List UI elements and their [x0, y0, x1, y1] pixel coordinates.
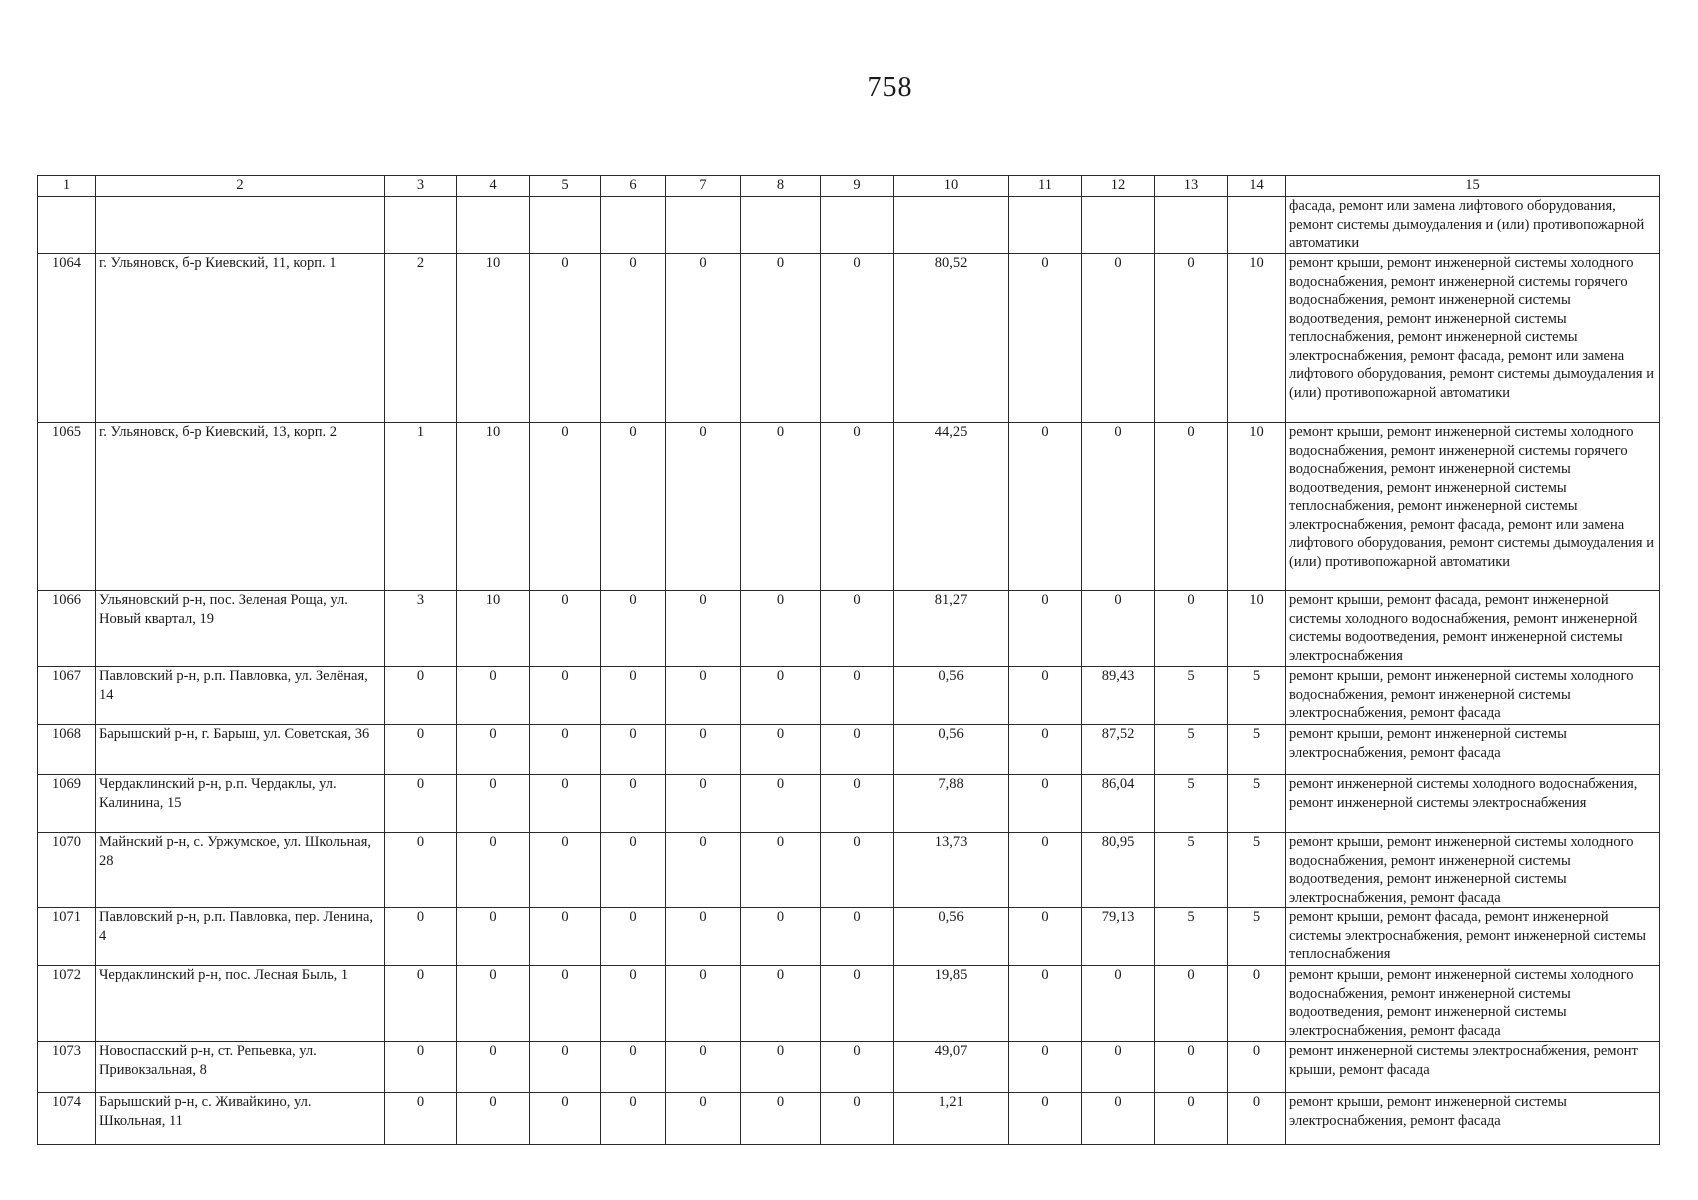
value-cell: 0 [385, 833, 457, 908]
value-cell: 10 [1228, 591, 1286, 667]
value-cell: 0 [1228, 966, 1286, 1042]
value-cell: 89,43 [1082, 667, 1155, 725]
value-cell: 13,73 [894, 833, 1009, 908]
value-cell: 0 [1228, 1042, 1286, 1093]
value-cell: 5 [1228, 667, 1286, 725]
value-cell: 0 [601, 254, 666, 423]
value-cell: 0 [1082, 591, 1155, 667]
value-cell: 0 [457, 1093, 530, 1145]
works-cell: ремонт крыши, ремонт инженерной системы холодного водоснабжения, ремонт инженерной системы горячего водоснабжения, ремонт инженерной системы водоотведения, ремонт инженерной системы теплоснабжения, ремонт инженерной системы электроснабжения, ремонт фасада, ремонт или замена лифтового оборудования, ремонт системы дымоудаления и (или) противопожарной автоматики [1286, 254, 1660, 423]
value-cell: 0 [666, 1042, 741, 1093]
value-cell: 0 [666, 667, 741, 725]
value-cell: 0 [1009, 725, 1082, 775]
address-cell: Чердаклинский р-н, пос. Лесная Быль, 1 [96, 966, 385, 1042]
value-cell: 10 [457, 591, 530, 667]
value-cell: 0,56 [894, 725, 1009, 775]
table-row [38, 833, 1660, 908]
row-number-cell: 1065 [38, 423, 96, 591]
table-row [38, 725, 1660, 775]
row-number-cell: 1073 [38, 1042, 96, 1093]
value-cell: 0 [601, 423, 666, 591]
value-cell: 44,25 [894, 423, 1009, 591]
row-number-cell: 1071 [38, 908, 96, 966]
column-header: 4 [457, 176, 530, 197]
value-cell: 0 [821, 1042, 894, 1093]
value-cell: 0 [821, 1093, 894, 1145]
value-cell: 0 [601, 1093, 666, 1145]
value-cell: 0 [530, 775, 601, 833]
value-cell: 0 [1009, 254, 1082, 423]
page-number: 758 [867, 72, 913, 103]
value-cell: 0 [530, 1042, 601, 1093]
value-cell: 0 [601, 908, 666, 966]
value-cell: 10 [1228, 423, 1286, 591]
value-cell: 0 [1009, 591, 1082, 667]
address-cell: Павловский р-н, р.п. Павловка, ул. Зелёная, 14 [96, 667, 385, 725]
works-cell: фасада, ремонт или замена лифтового оборудования, ремонт системы дымоудаления и (или) противопожарной автоматики [1286, 197, 1660, 254]
address-cell: Майнский р-н, с. Уржумское, ул. Школьная, 28 [96, 833, 385, 908]
value-cell: 3 [385, 591, 457, 667]
value-cell: 0 [1009, 423, 1082, 591]
value-cell: 0 [530, 1093, 601, 1145]
value-cell: 5 [1155, 725, 1228, 775]
works-cell: ремонт крыши, ремонт инженерной системы холодного водоснабжения, ремонт инженерной системы водоотведения, ремонт инженерной системы электроснабжения, ремонт фасада [1286, 966, 1660, 1042]
value-cell: 0 [1009, 966, 1082, 1042]
row-number-cell: 1070 [38, 833, 96, 908]
value-cell: 2 [385, 254, 457, 423]
value-cell: 0 [1082, 966, 1155, 1042]
value-cell: 1 [385, 423, 457, 591]
value-cell: 0 [457, 667, 530, 725]
value-cell: 0 [1009, 908, 1082, 966]
row-number-cell: 1069 [38, 775, 96, 833]
value-cell: 0 [1082, 1042, 1155, 1093]
value-cell: 87,52 [1082, 725, 1155, 775]
column-header: 9 [821, 176, 894, 197]
value-cell: 0 [601, 1042, 666, 1093]
value-cell: 0 [1155, 1042, 1228, 1093]
table-row [38, 1093, 1660, 1145]
value-cell: 5 [1155, 833, 1228, 908]
table-header [38, 176, 1660, 197]
value-cell: 0 [666, 966, 741, 1042]
value-cell: 0 [821, 908, 894, 966]
value-cell: 0 [601, 725, 666, 775]
works-cell: ремонт крыши, ремонт фасада, ремонт инженерной системы электроснабжения, ремонт инженерной системы теплоснабжения [1286, 908, 1660, 966]
value-cell: 0 [821, 725, 894, 775]
value-cell: 0 [741, 254, 821, 423]
value-cell: 0 [666, 591, 741, 667]
value-cell: 0 [601, 667, 666, 725]
row-number-cell: 1064 [38, 254, 96, 423]
value-cell: 0,56 [894, 908, 1009, 966]
value-cell: 0 [741, 775, 821, 833]
value-cell: 10 [457, 254, 530, 423]
column-header: 1 [38, 176, 96, 197]
address-cell: Барышский р-н, с. Живайкино, ул. Школьная, 11 [96, 1093, 385, 1145]
value-cell: 0 [1155, 966, 1228, 1042]
column-header: 11 [1009, 176, 1082, 197]
value-cell: 7,88 [894, 775, 1009, 833]
value-cell: 10 [457, 423, 530, 591]
value-cell: 0 [530, 667, 601, 725]
value-cell: 0 [385, 908, 457, 966]
address-cell: г. Ульяновск, б-р Киевский, 11, корп. 1 [96, 254, 385, 423]
works-cell: ремонт крыши, ремонт инженерной системы электроснабжения, ремонт фасада [1286, 1093, 1660, 1145]
works-cell: ремонт крыши, ремонт инженерной системы холодного водоснабжения, ремонт инженерной системы горячего водоснабжения, ремонт инженерной системы водоотведения, ремонт инженерной системы теплоснабжения, ремонт инженерной системы электроснабжения, ремонт фасада, ремонт или замена лифтового оборудования, ремонт системы дымоудаления и (или) противопожарной автоматики [1286, 423, 1660, 591]
value-cell: 0 [1155, 591, 1228, 667]
value-cell: 49,07 [894, 1042, 1009, 1093]
value-cell: 0 [1009, 1093, 1082, 1145]
column-header: 13 [1155, 176, 1228, 197]
works-cell: ремонт инженерной системы электроснабжения, ремонт крыши, ремонт фасада [1286, 1042, 1660, 1093]
value-cell: 0 [530, 591, 601, 667]
value-cell: 19,85 [894, 966, 1009, 1042]
row-number-cell: 1068 [38, 725, 96, 775]
table-row [38, 591, 1660, 667]
value-cell: 5 [1228, 725, 1286, 775]
value-cell: 0 [821, 775, 894, 833]
value-cell: 0 [666, 1093, 741, 1145]
value-cell: 0 [741, 423, 821, 591]
value-cell: 5 [1155, 908, 1228, 966]
table-row [38, 775, 1660, 833]
value-cell: 0 [530, 908, 601, 966]
works-cell: ремонт крыши, ремонт инженерной системы холодного водоснабжения, ремонт инженерной системы водоотведения, ремонт инженерной системы электроснабжения, ремонт фасада [1286, 833, 1660, 908]
value-cell: 0 [1155, 1093, 1228, 1145]
value-cell: 0 [741, 908, 821, 966]
value-cell: 0,56 [894, 667, 1009, 725]
value-cell: 5 [1228, 775, 1286, 833]
value-cell: 0 [821, 254, 894, 423]
value-cell: 0 [741, 667, 821, 725]
value-cell: 0 [1009, 1042, 1082, 1093]
value-cell: 0 [457, 725, 530, 775]
value-cell: 0 [666, 254, 741, 423]
works-cell: ремонт крыши, ремонт инженерной системы электроснабжения, ремонт фасада [1286, 725, 1660, 775]
value-cell: 0 [821, 667, 894, 725]
value-cell: 81,27 [894, 591, 1009, 667]
value-cell: 0 [385, 775, 457, 833]
value-cell: 0 [457, 775, 530, 833]
value-cell: 0 [741, 1042, 821, 1093]
value-cell: 0 [821, 423, 894, 591]
value-cell: 0 [385, 1042, 457, 1093]
column-header: 8 [741, 176, 821, 197]
value-cell: 0 [530, 254, 601, 423]
value-cell: 0 [666, 833, 741, 908]
table-row [38, 966, 1660, 1042]
value-cell: 0 [457, 833, 530, 908]
value-cell: 0 [385, 1093, 457, 1145]
value-cell: 0 [666, 775, 741, 833]
address-cell: Павловский р-н, р.п. Павловка, пер. Ленина, 4 [96, 908, 385, 966]
value-cell: 0 [741, 833, 821, 908]
column-header: 3 [385, 176, 457, 197]
column-header: 5 [530, 176, 601, 197]
value-cell: 5 [1155, 775, 1228, 833]
value-cell: 0 [601, 833, 666, 908]
value-cell: 0 [530, 966, 601, 1042]
value-cell: 0 [457, 908, 530, 966]
value-cell: 0 [601, 591, 666, 667]
address-cell: Ульяновский р-н, пос. Зеленая Роща, ул. Новый квартал, 19 [96, 591, 385, 667]
value-cell: 80,95 [1082, 833, 1155, 908]
value-cell: 0 [1155, 254, 1228, 423]
table-row [38, 667, 1660, 725]
value-cell: 0 [1228, 1093, 1286, 1145]
column-header: 15 [1286, 176, 1660, 197]
address-cell: г. Ульяновск, б-р Киевский, 13, корп. 2 [96, 423, 385, 591]
row-number-cell: 1066 [38, 591, 96, 667]
value-cell: 0 [1155, 423, 1228, 591]
works-cell: ремонт крыши, ремонт инженерной системы холодного водоснабжения, ремонт инженерной системы электроснабжения, ремонт фасада [1286, 667, 1660, 725]
table-row [38, 1042, 1660, 1093]
table-row-continuation [38, 197, 1660, 254]
value-cell: 10 [1228, 254, 1286, 423]
value-cell: 0 [601, 966, 666, 1042]
value-cell: 0 [741, 1093, 821, 1145]
value-cell: 0 [530, 423, 601, 591]
value-cell: 86,04 [1082, 775, 1155, 833]
value-cell: 0 [821, 833, 894, 908]
value-cell: 0 [385, 667, 457, 725]
table-row [38, 423, 1660, 591]
value-cell: 5 [1155, 667, 1228, 725]
value-cell: 5 [1228, 908, 1286, 966]
value-cell: 0 [385, 725, 457, 775]
column-header: 12 [1082, 176, 1155, 197]
value-cell: 80,52 [894, 254, 1009, 423]
address-cell: Чердаклинский р-н, р.п. Чердаклы, ул. Калинина, 15 [96, 775, 385, 833]
column-header: 2 [96, 176, 385, 197]
row-number-cell: 1074 [38, 1093, 96, 1145]
value-cell: 0 [1082, 254, 1155, 423]
column-header: 14 [1228, 176, 1286, 197]
value-cell: 0 [666, 908, 741, 966]
value-cell: 0 [1082, 1093, 1155, 1145]
register-table [37, 175, 1660, 1145]
value-cell: 0 [1009, 833, 1082, 908]
table-row [38, 908, 1660, 966]
value-cell: 0 [1082, 423, 1155, 591]
table-row [38, 254, 1660, 423]
value-cell: 0 [741, 725, 821, 775]
column-header: 10 [894, 176, 1009, 197]
value-cell: 5 [1228, 833, 1286, 908]
value-cell: 0 [1009, 775, 1082, 833]
works-cell: ремонт инженерной системы холодного водоснабжения, ремонт инженерной системы электроснабжения [1286, 775, 1660, 833]
value-cell: 79,13 [1082, 908, 1155, 966]
address-cell: Новоспасский р-н, ст. Репьевка, ул. Привокзальная, 8 [96, 1042, 385, 1093]
value-cell: 0 [457, 1042, 530, 1093]
value-cell: 0 [741, 591, 821, 667]
row-number-cell: 1072 [38, 966, 96, 1042]
value-cell: 0 [741, 966, 821, 1042]
value-cell: 0 [530, 833, 601, 908]
value-cell: 0 [1009, 667, 1082, 725]
table-body [38, 197, 1660, 1145]
value-cell: 0 [385, 966, 457, 1042]
value-cell: 0 [821, 591, 894, 667]
address-cell: Барышский р-н, г. Барыш, ул. Советская, 36 [96, 725, 385, 775]
value-cell: 0 [666, 725, 741, 775]
value-cell: 0 [457, 966, 530, 1042]
value-cell: 0 [821, 966, 894, 1042]
column-header: 7 [666, 176, 741, 197]
value-cell: 0 [601, 775, 666, 833]
works-cell: ремонт крыши, ремонт фасада, ремонт инженерной системы холодного водоснабжения, ремонт инженерной системы водоотведения, ремонт инженерной системы электроснабжения [1286, 591, 1660, 667]
column-header: 6 [601, 176, 666, 197]
value-cell: 0 [666, 423, 741, 591]
value-cell: 0 [530, 725, 601, 775]
value-cell: 1,21 [894, 1093, 1009, 1145]
row-number-cell: 1067 [38, 667, 96, 725]
